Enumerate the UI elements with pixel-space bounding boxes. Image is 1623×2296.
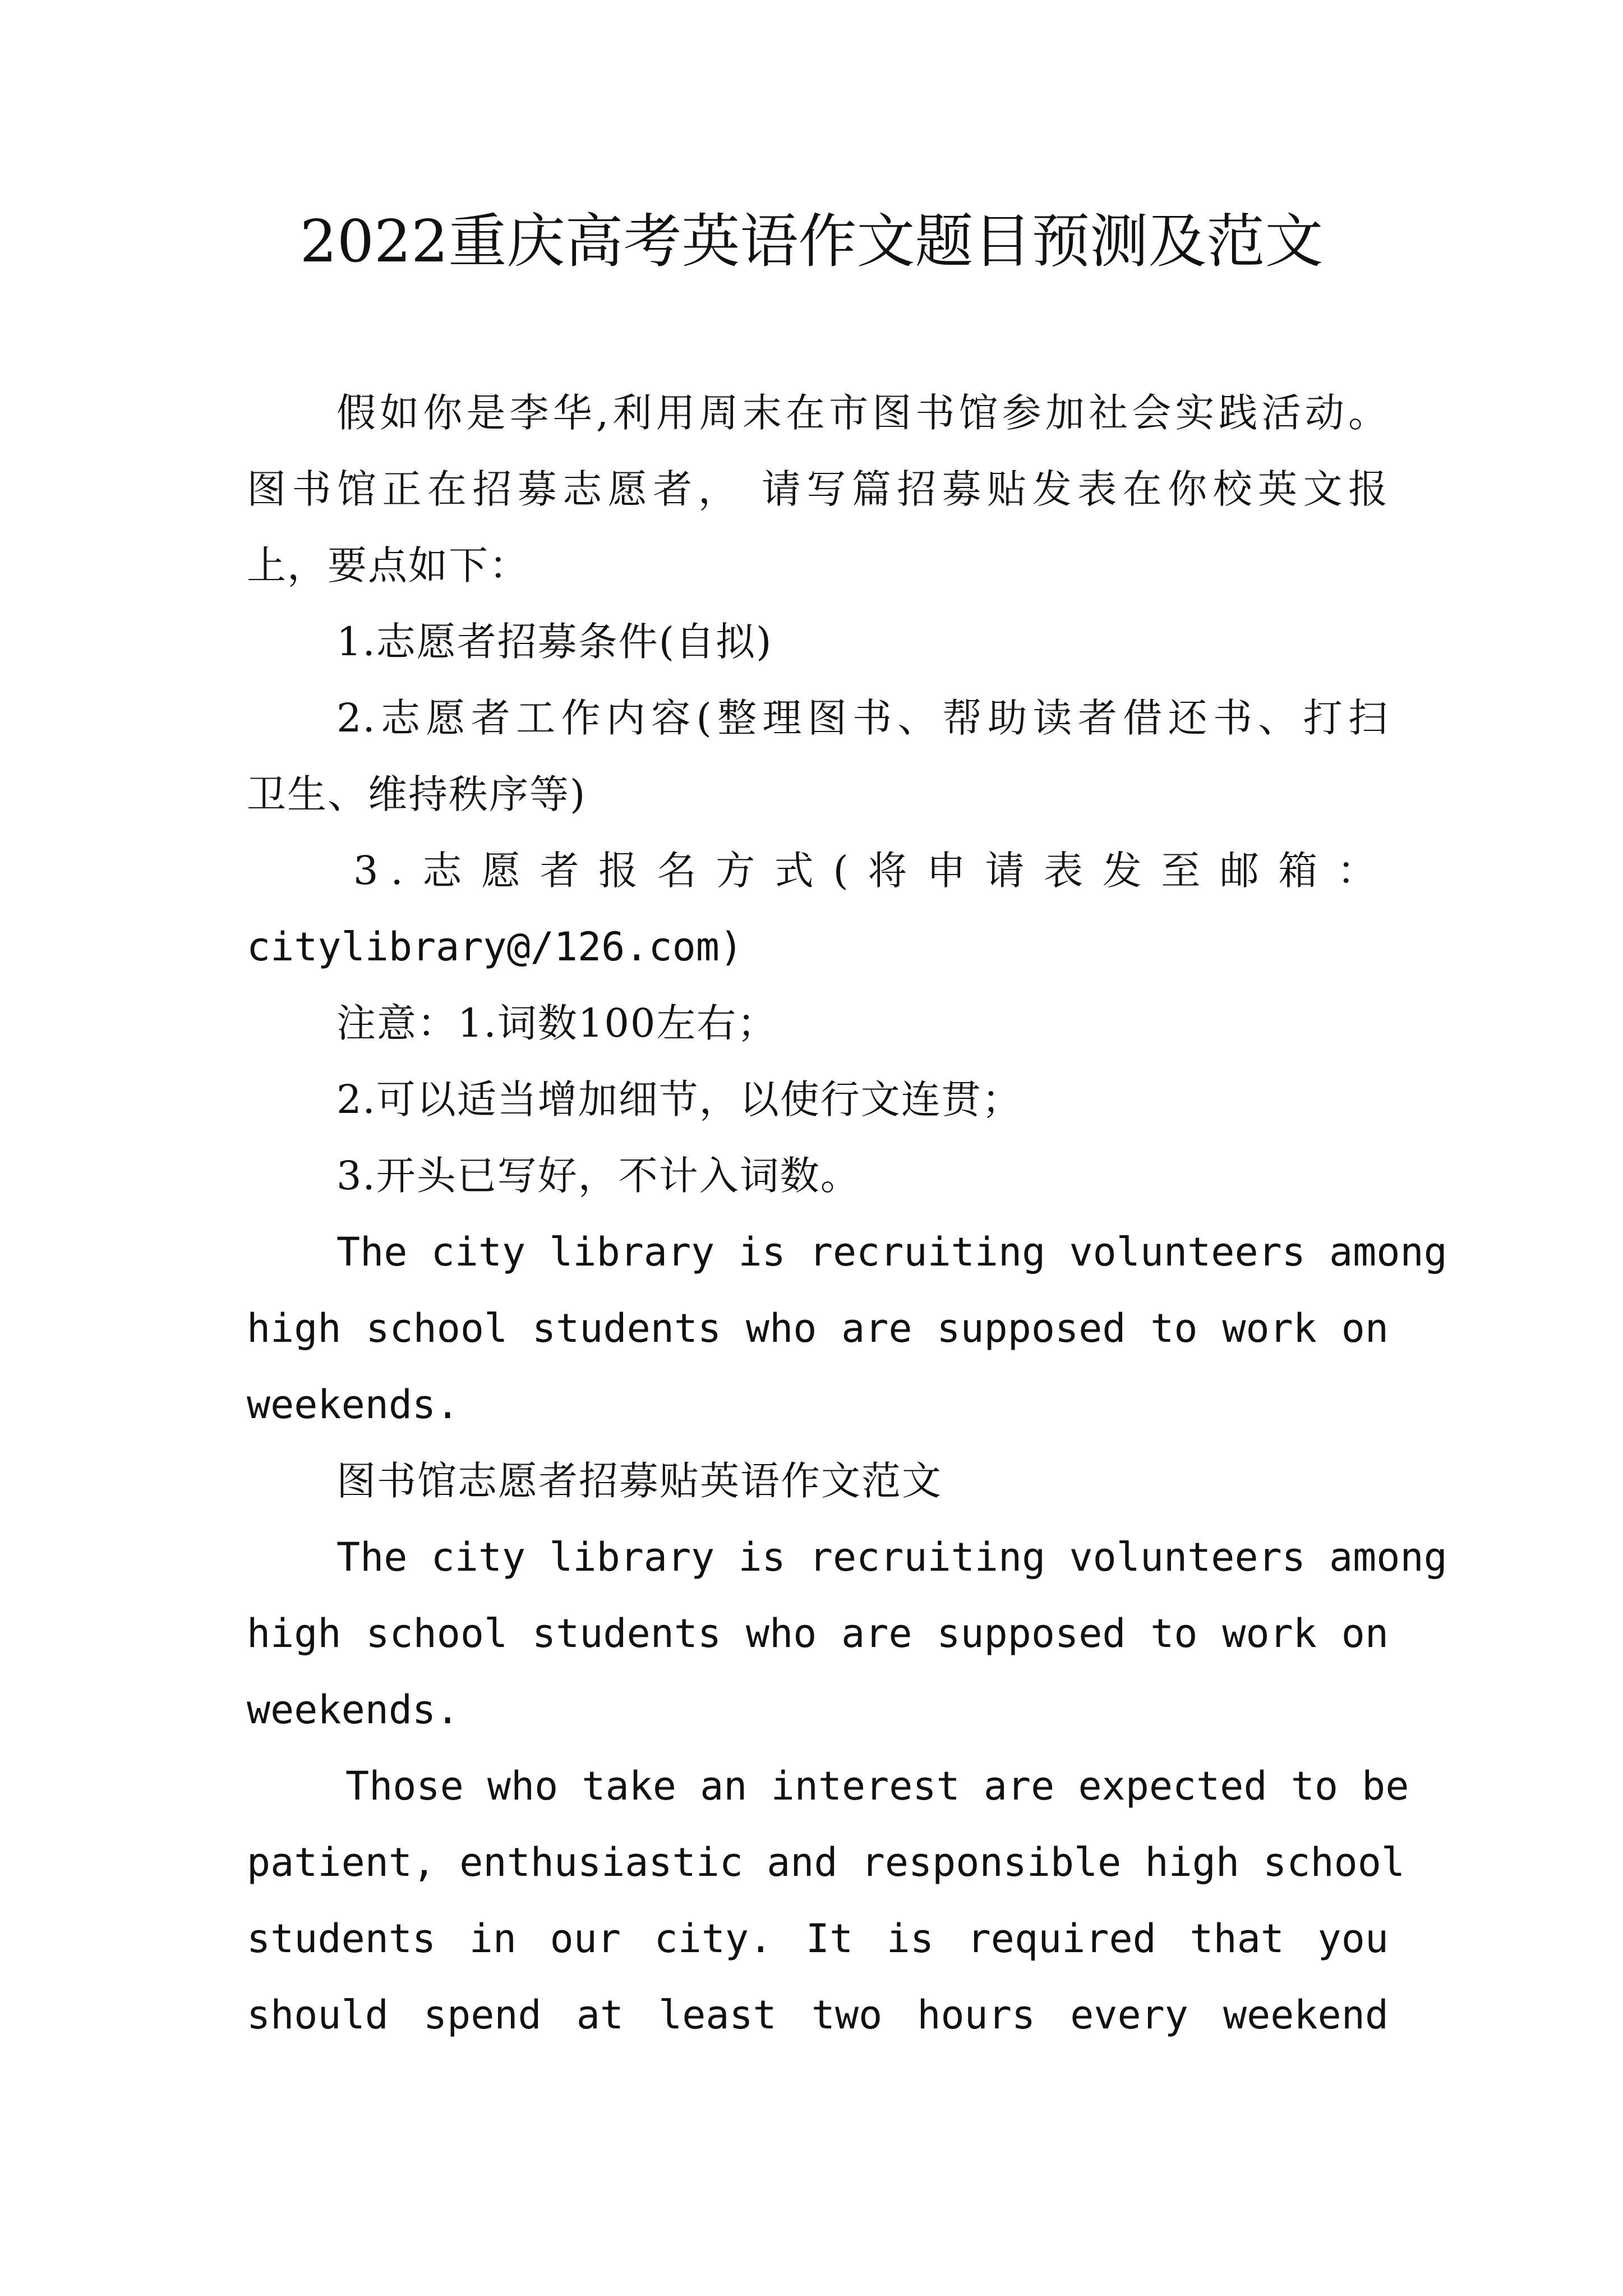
requirement-3-line-1: 3.志愿者报名方式(将申请表发至邮箱： (353, 848, 1389, 894)
task-line-3: 上，要点如下： (247, 542, 529, 588)
note-1: 注意：1.词数100左右； (336, 1000, 778, 1046)
sample-line-7: should spend at least two hours every weekend (247, 1992, 1389, 2038)
sample-heading: 图书馆志愿者招募贴英语作文范文 (336, 1458, 942, 1504)
sample-line-4: Those who take an interest are expected to be (345, 1763, 1409, 1809)
note-3: 3.开头已写好，不计入词数。 (336, 1153, 861, 1199)
requirement-3-line-2: citylibrary@/126.com) (247, 924, 744, 970)
task-line-1: 假如你是李华,利用周末在市图书馆参加社会实践活动。 (336, 390, 1389, 436)
sample-line-5: patient, enthusiastic and responsible high school (247, 1839, 1405, 1885)
sample-line-6: students in our city. It is required that you (247, 1916, 1389, 1962)
sample-line-2: high school students who are supposed to work on (247, 1611, 1389, 1657)
opening-line-2: high school students who are supposed to work on (247, 1305, 1389, 1351)
sample-line-1: The city library is recruiting volunteers among (336, 1534, 1447, 1580)
opening-line-1: The city library is recruiting volunteers among (336, 1229, 1447, 1275)
requirement-2-line-1: 2.志愿者工作内容(整理图书、帮助读者借还书、打扫 (336, 695, 1389, 741)
note-2: 2.可以适当增加细节，以使行文连贯； (336, 1076, 1022, 1122)
sample-line-3: weekends. (247, 1687, 460, 1733)
task-line-2: 图书馆正在招募志愿者， 请写篇招募贴发表在你校英文报 (247, 466, 1389, 512)
requirement-2-line-2: 卫生、维持秩序等) (247, 771, 587, 817)
requirement-1: 1.志愿者招募条件(自拟) (336, 619, 773, 665)
document-body (247, 375, 1447, 2053)
opening-line-3: weekends. (247, 1382, 460, 1428)
document-title: 2022重庆高考英语作文题目预测及范文 (299, 207, 1324, 275)
